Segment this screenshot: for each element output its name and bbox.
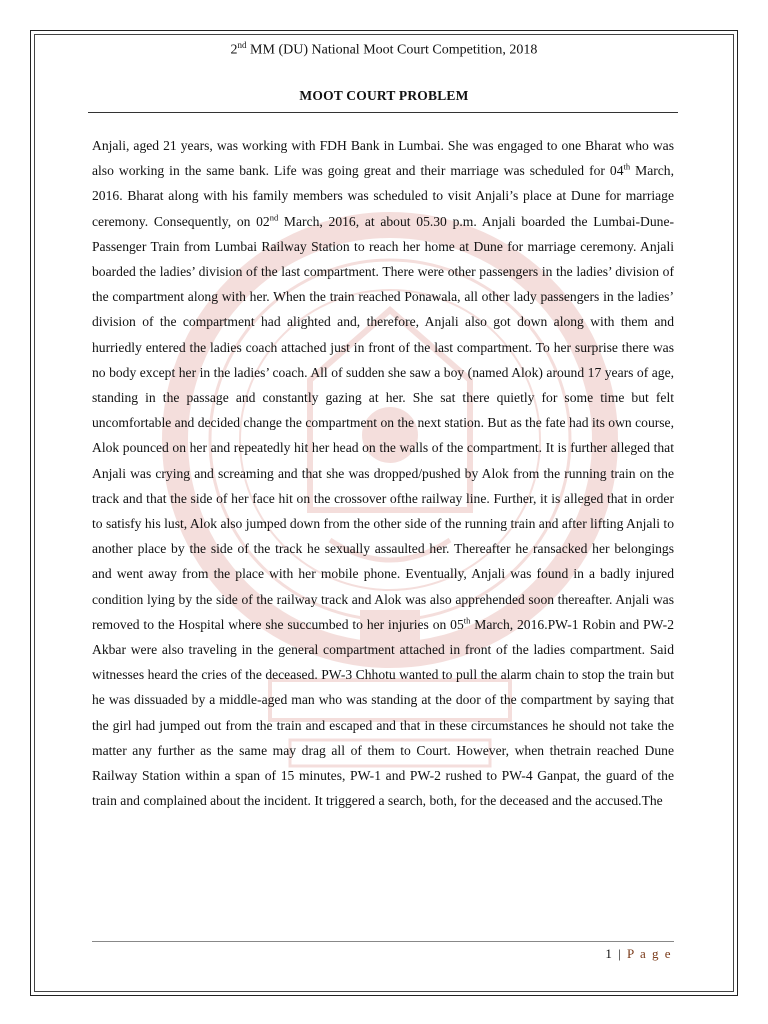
body-segment-1: Anjali, aged 21 years, was working with FDH Bank in Lumbai. She was engaged to one Bharat who was also working in the same bank. Life was going great and their marriage was scheduled for 04 xyxy=(92,138,674,179)
title-divider xyxy=(88,112,678,113)
ordinal-suffix-3: th xyxy=(463,615,471,626)
competition-header xyxy=(0,40,768,59)
page-number: 1 xyxy=(605,946,614,961)
footer-divider xyxy=(92,941,674,942)
page-label: P a g e xyxy=(626,946,672,961)
body-segment-2: March, 2016. Bharat along with his family members was scheduled to visit Anjali’s place at Dune for marriage ceremony. Consequently, on 02 xyxy=(92,163,674,229)
ordinal-suffix-1: th xyxy=(623,161,631,172)
header-ordinal-suffix: nd xyxy=(237,40,247,50)
header-text: MM (DU) National Moot Court Competition, 2018 xyxy=(246,42,538,58)
body-segment-4: March, 2016.PW-1 Robin and PW-2 Akbar were also traveling in the general compartment attached in front of the ladies compartment. Said witnesses heard the cries of the deceased. PW-3 Chhotu wanted to pull the alarm chain to stop the train but he was dissuaded by a middle-aged man who was standing at the door of the compartment by saying that the girl had jumped out from the train and escaped and that in these circumstances he should not take the matter any further as the same may drag all of them to Court. However, when thetrain reached Dune Railway Station within a span of 15 minutes, PW-1 and PW-2 rushed to PW-4 Ganpat, the guard of the train and complained about the incident. It triggered a search, both, for the deceased and the accused.The xyxy=(92,616,674,809)
ordinal-suffix-2: nd xyxy=(269,212,279,223)
page-footer xyxy=(605,946,672,962)
page-separator: | xyxy=(613,946,627,961)
problem-body-paragraph xyxy=(92,133,674,813)
header-ordinal: 2 xyxy=(230,42,238,58)
document-title: MOOT COURT PROBLEM xyxy=(299,88,469,103)
body-segment-3: March, 2016, at about 05.30 p.m. Anjali boarded the Lumbai-Dune-Passenger Train from Lumbai Railway Station to reach her home at Dune for marriage ceremony. Anjali boarded the ladies’ division of the last compartment. There were other passengers in the ladies’ division of the compartment along with her. When the train reached Ponawala, all other lady passengers in the ladies’ division of the compartment had alighted and, therefore, Anjali also got down along with them and hurriedly entered the ladies coach attached just in front of the last compartment. To her surprise there was no body except her in the ladies’ coach. All of sudden she saw a boy (named Alok) around 17 years of age, standing in the passage and constantly gazing at her. She sat there quietly for some time but felt uncomfortable and decided change the compartment on the next station. But as the fate had its own course, Alok pounced on her and repeatedly hit her head on the walls of the compartment. It is further alleged that Anjali was crying and screaming and that she was dropped/pushed by Alok from the running train on the track and that the side of her face hit on the crossover ofthe railway line. Further, it is alleged that in order to satisfy his lust, Alok also jumped down from the other side of the running train and after lifting Anjali to another place by the side of the track he sexually assaulted her. Thereafter he ransacked her belongings and went away from the place with her mobile phone. Eventually, Anjali was found in a badly injured condition lying by the side of the railway track and Alok was also apprehended soon thereafter. Anjali was removed to the Hospital where she succumbed to her injuries on 05 xyxy=(92,213,674,632)
